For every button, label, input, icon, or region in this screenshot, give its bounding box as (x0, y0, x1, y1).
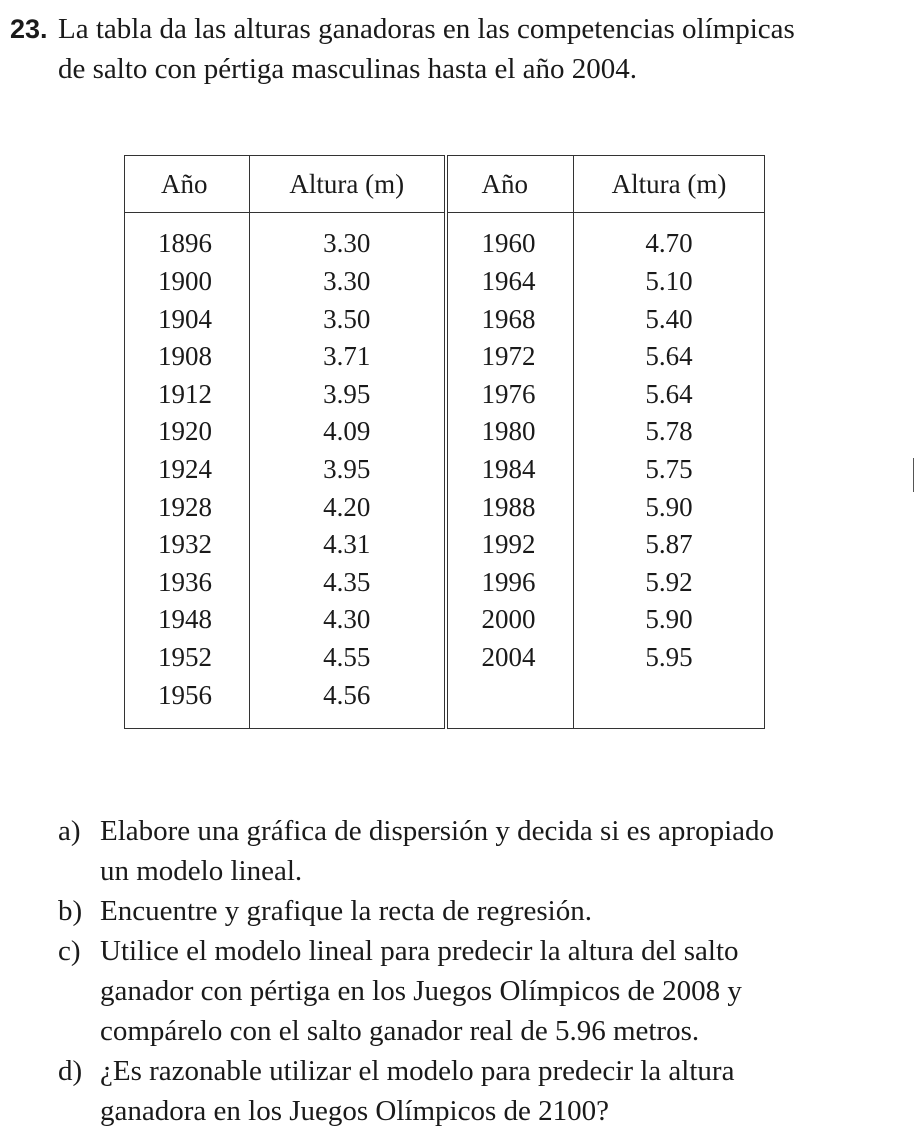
height-cell: 5.10 (574, 263, 765, 301)
table-row (125, 263, 765, 301)
height-cell: 5.64 (574, 338, 765, 376)
height-cell: 5.95 (574, 639, 765, 677)
table-row (125, 488, 765, 526)
year-cell: 1956 (125, 676, 250, 728)
year-cell: 1980 (446, 413, 574, 451)
height-cell: 3.95 (250, 451, 446, 489)
question-line: Utilice el modelo lineal para predecir la altura del salto (100, 935, 739, 967)
height-cell: 4.56 (250, 676, 446, 728)
question-letter: a) (58, 815, 81, 847)
height-cell: 4.35 (250, 563, 446, 601)
margin-mark (913, 458, 914, 492)
height-cell: 4.70 (574, 213, 765, 263)
height-cell: 4.09 (250, 413, 446, 451)
header-year-right: Año (446, 156, 574, 213)
year-cell: 1976 (446, 375, 574, 413)
year-cell: 1928 (125, 488, 250, 526)
year-cell: 2004 (446, 639, 574, 677)
question-a (58, 811, 908, 891)
table-row (125, 676, 765, 728)
question-line: ganadora en los Juegos Olímpicos de 2100? (100, 1095, 610, 1127)
height-cell: 5.40 (574, 300, 765, 338)
table-row (125, 451, 765, 489)
table-header-row (125, 156, 765, 213)
height-cell: 5.78 (574, 413, 765, 451)
year-cell: 1896 (125, 213, 250, 263)
height-cell: 4.55 (250, 639, 446, 677)
height-cell: 5.90 (574, 488, 765, 526)
height-cell: 3.95 (250, 375, 446, 413)
height-cell: 5.92 (574, 563, 765, 601)
height-cell: 4.30 (250, 601, 446, 639)
height-cell: 5.75 (574, 451, 765, 489)
year-cell: 1996 (446, 563, 574, 601)
height-cell: 4.20 (250, 488, 446, 526)
year-cell: 1960 (446, 213, 574, 263)
year-cell: 1932 (125, 526, 250, 564)
question-list (58, 811, 908, 1131)
year-cell: 2000 (446, 601, 574, 639)
question-b (58, 891, 908, 931)
year-cell: 1936 (125, 563, 250, 601)
question-line: un modelo lineal. (100, 855, 303, 887)
table-row (125, 375, 765, 413)
year-cell: 1992 (446, 526, 574, 564)
question-line: Encuentre y grafique la recta de regresión. (100, 895, 592, 927)
header-year-left: Año (125, 156, 250, 213)
height-cell: 4.31 (250, 526, 446, 564)
height-cell: 3.50 (250, 300, 446, 338)
year-cell: 1984 (446, 451, 574, 489)
problem-statement (58, 9, 908, 89)
table-row (125, 563, 765, 601)
question-letter: b) (58, 895, 83, 927)
height-cell: 5.90 (574, 601, 765, 639)
table-row (125, 526, 765, 564)
table-row (125, 639, 765, 677)
question-line: ¿Es razonable utilizar el modelo para predecir la altura (100, 1055, 735, 1087)
question-line: ganador con pértiga en los Juegos Olímpicos de 2008 y (100, 975, 742, 1007)
height-cell (574, 676, 765, 728)
year-cell: 1952 (125, 639, 250, 677)
year-cell (446, 676, 574, 728)
height-cell: 3.30 (250, 213, 446, 263)
year-cell: 1964 (446, 263, 574, 301)
question-line: Elabore una gráfica de dispersión y decida si es apropiado (100, 815, 774, 847)
year-cell: 1912 (125, 375, 250, 413)
question-letter: d) (58, 1055, 83, 1087)
year-cell: 1972 (446, 338, 574, 376)
table-row (125, 601, 765, 639)
question-line: compárelo con el salto ganador real de 5.96 metros. (100, 1015, 700, 1047)
question-c (58, 931, 908, 1051)
intro-line: de salto con pértiga masculinas hasta el año 2004. (58, 53, 638, 85)
header-height-right: Altura (m) (574, 156, 765, 213)
problem-number: 23. (10, 14, 48, 44)
year-cell: 1948 (125, 601, 250, 639)
year-cell: 1900 (125, 263, 250, 301)
table-row (125, 338, 765, 376)
height-cell: 5.64 (574, 375, 765, 413)
height-cell: 3.71 (250, 338, 446, 376)
table-row (125, 413, 765, 451)
year-cell: 1908 (125, 338, 250, 376)
year-cell: 1920 (125, 413, 250, 451)
height-cell: 3.30 (250, 263, 446, 301)
year-cell: 1924 (125, 451, 250, 489)
pole-vault-table (124, 155, 765, 729)
question-letter: c) (58, 935, 81, 967)
question-d (58, 1051, 908, 1131)
table-row (125, 300, 765, 338)
year-cell: 1904 (125, 300, 250, 338)
year-cell: 1988 (446, 488, 574, 526)
header-height-left: Altura (m) (250, 156, 446, 213)
year-cell: 1968 (446, 300, 574, 338)
intro-line: La tabla da las alturas ganadoras en las competencias olímpicas (58, 13, 795, 45)
height-cell: 5.87 (574, 526, 765, 564)
table-row (125, 213, 765, 263)
